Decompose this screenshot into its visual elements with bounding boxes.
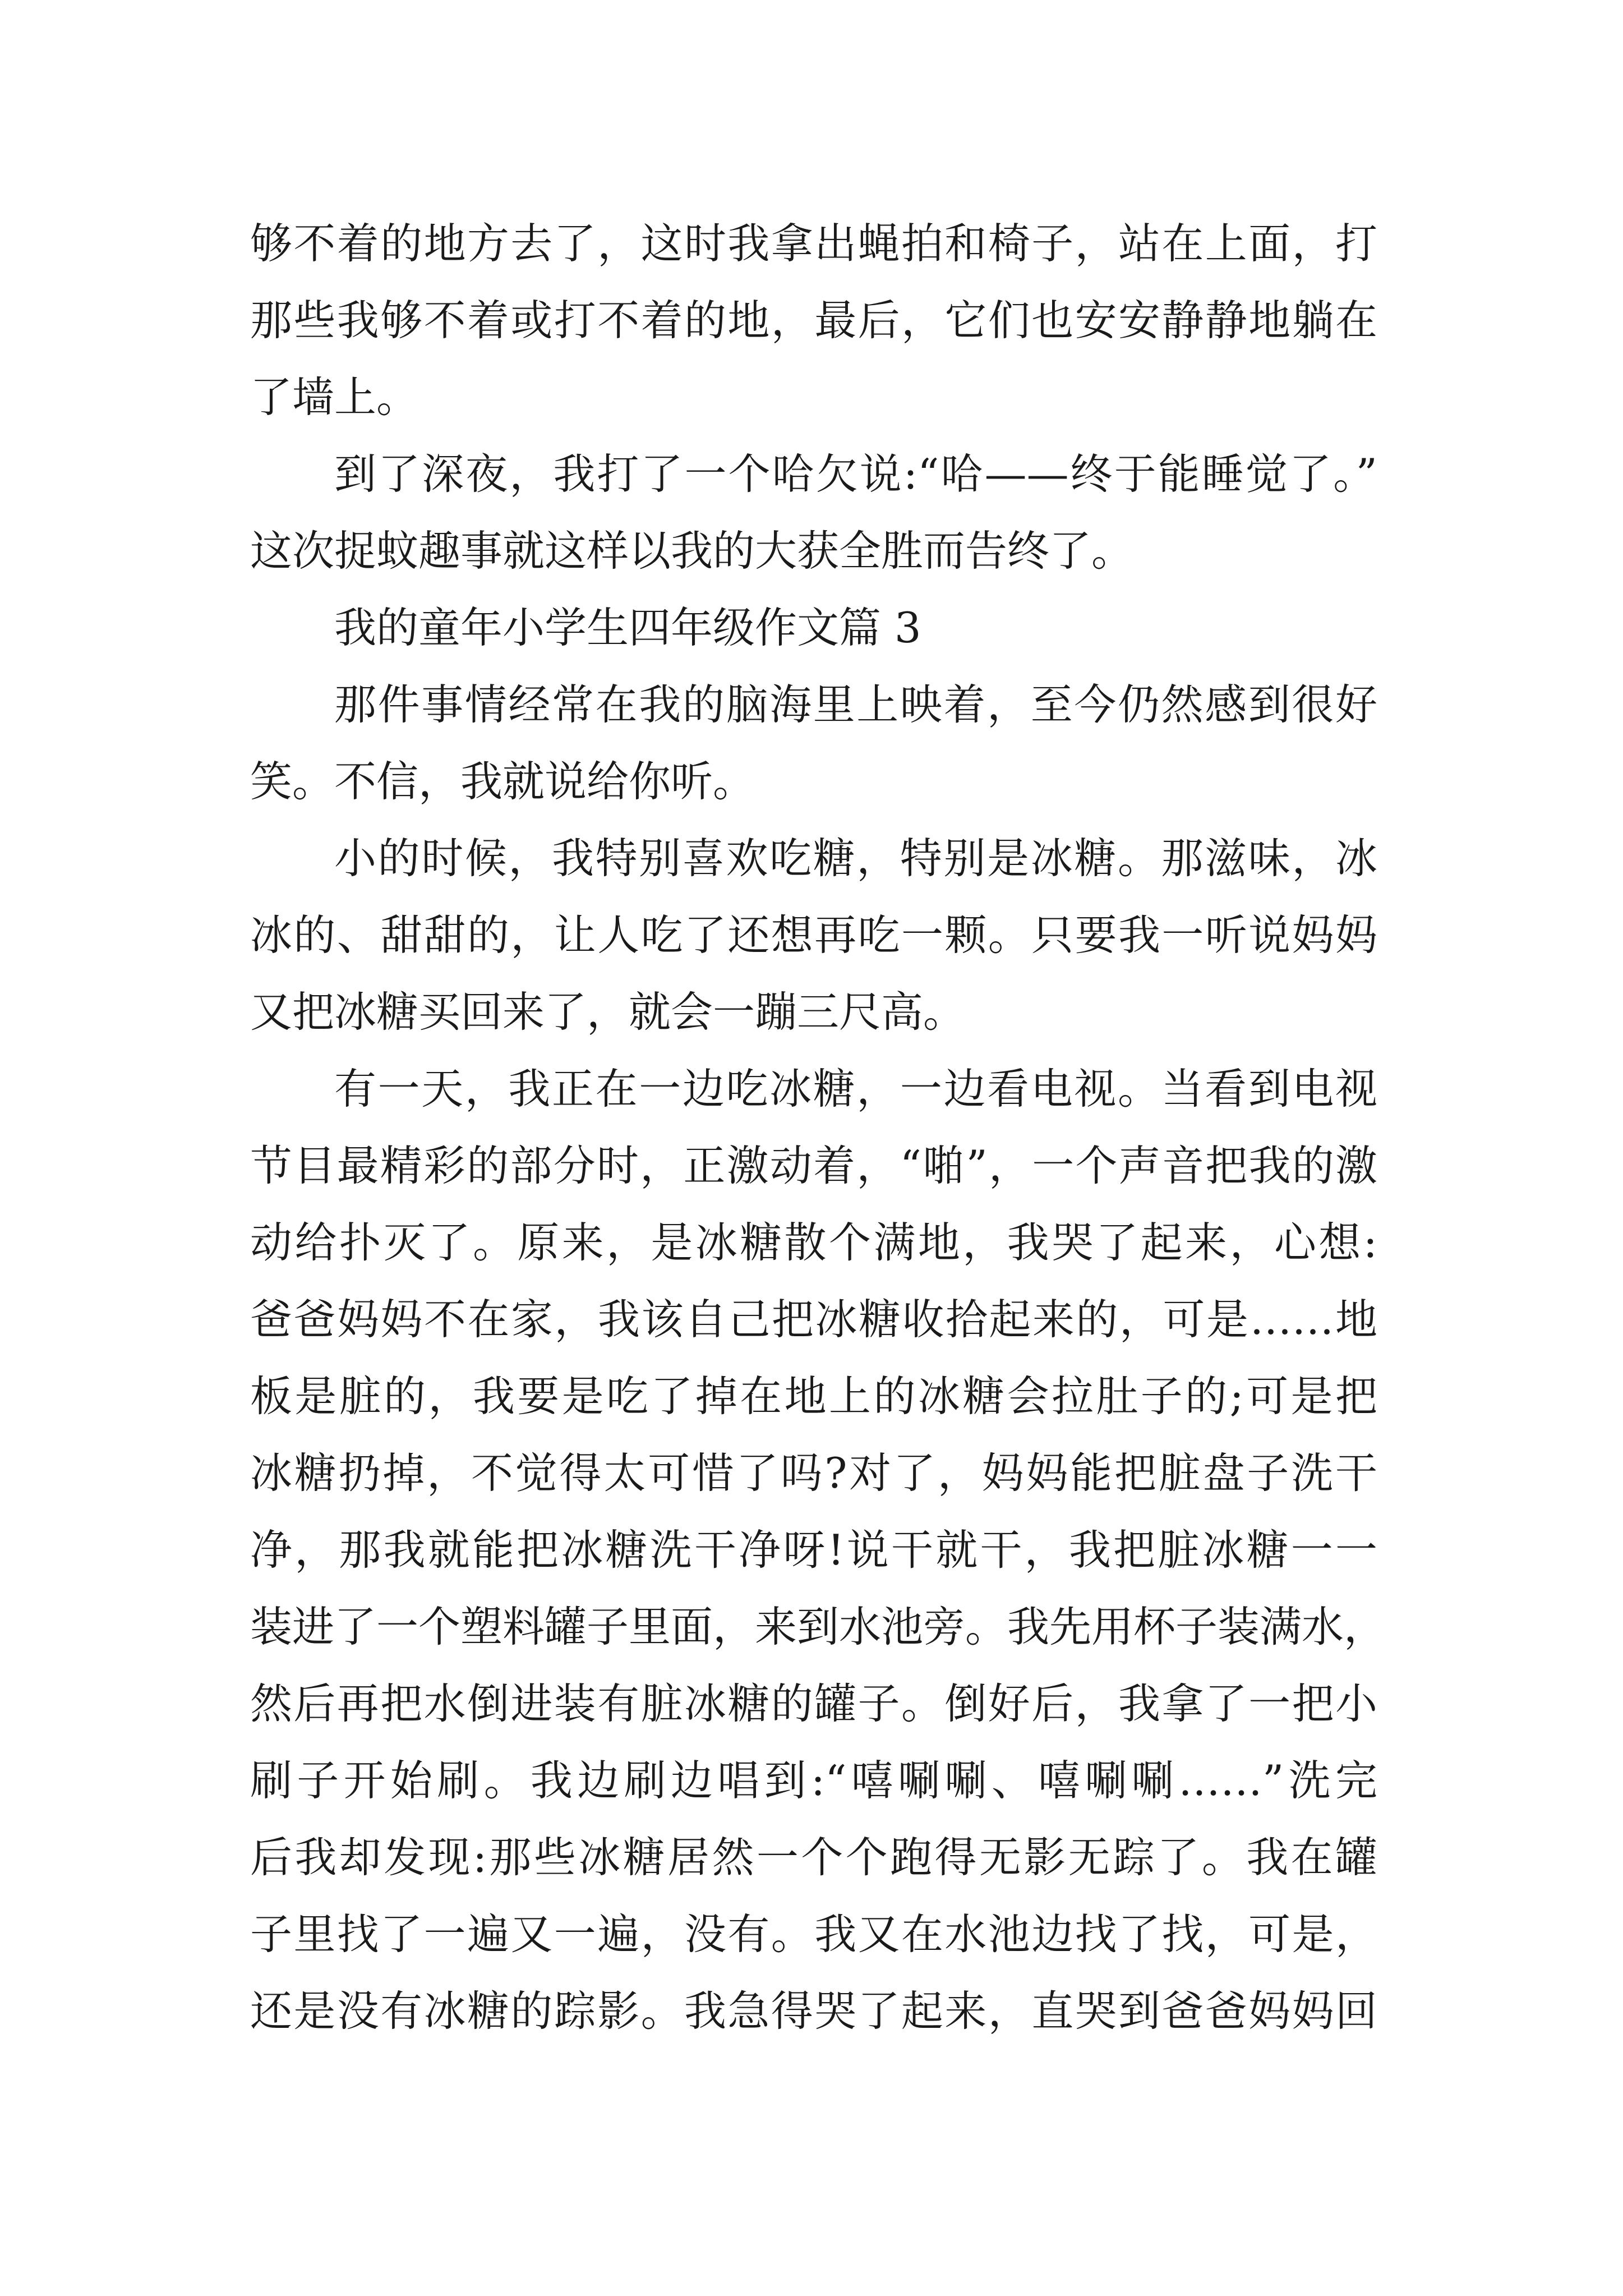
text-line: 了墙上。 xyxy=(250,372,419,422)
text-line: 还是没有冰糖的踪影。我急得哭了起来，直哭到爸爸妈妈回 xyxy=(250,1986,1377,2036)
text-line: 节目最精彩的部分时，正激动着，“啪”，一个声音把我的激 xyxy=(250,1141,1377,1190)
text-line: 我的童年小学生四年级作文篇 3 xyxy=(334,603,921,652)
text-line: 有一天，我正在一边吃冰糖，一边看电视。当看到电视 xyxy=(334,1064,1377,1114)
text-line: 那件事情经常在我的脑海里上映着，至今仍然感到很好 xyxy=(334,680,1377,729)
text-line: 笑。不信，我就说给你听。 xyxy=(250,757,755,806)
text-line: 净，那我就能把冰糖洗干净呀!说干就干，我把脏冰糖一一 xyxy=(250,1525,1377,1575)
text-line: 够不着的地方去了，这时我拿出蝇拍和椅子，站在上面，打 xyxy=(250,219,1377,268)
text-line: 板是脏的，我要是吃了掉在地上的冰糖会拉肚子的;可是把 xyxy=(250,1372,1377,1421)
body-text xyxy=(250,205,1386,2050)
text-line: 小的时候，我特别喜欢吃糖，特别是冰糖。那滋味，冰 xyxy=(334,834,1377,883)
text-line: 然后再把水倒进装有脏冰糖的罐子。倒好后，我拿了一把小 xyxy=(250,1679,1377,1728)
text-line: 刷子开始刷。我边刷边唱到:“嘻唰唰、嘻唰唰……”洗完 xyxy=(250,1756,1377,1805)
text-line: 到了深夜，我打了一个哈欠说:“哈——终于能睡觉了。” xyxy=(334,449,1377,499)
text-line: 这次捉蚊趣事就这样以我的大获全胜而告终了。 xyxy=(250,526,1134,576)
text-line: 动给扑灭了。原来，是冰糖散个满地，我哭了起来，心想: xyxy=(250,1218,1377,1267)
text-line: 冰糖扔掉，不觉得太可惜了吗?对了，妈妈能把脏盘子洗干 xyxy=(250,1448,1377,1498)
text-line: 子里找了一遍又一遍，没有。我又在水池边找了找，可是， xyxy=(250,1910,1377,1959)
text-line: 冰的、甜甜的，让人吃了还想再吃一颗。只要我一听说妈妈 xyxy=(250,910,1377,960)
text-line: 爸爸妈妈不在家，我该自己把冰糖收拾起来的，可是……地 xyxy=(250,1295,1377,1344)
text-line: 那些我够不着或打不着的地，最后，它们也安安静静地躺在 xyxy=(250,296,1377,345)
text-line: 后我却发现:那些冰糖居然一个个跑得无影无踪了。我在罐 xyxy=(250,1833,1377,1882)
text-line: 装进了一个塑料罐子里面，来到水池旁。我先用杯子装满水， xyxy=(250,1602,1386,1651)
text-line: 又把冰糖买回来了，就会一蹦三尺高。 xyxy=(250,987,966,1037)
